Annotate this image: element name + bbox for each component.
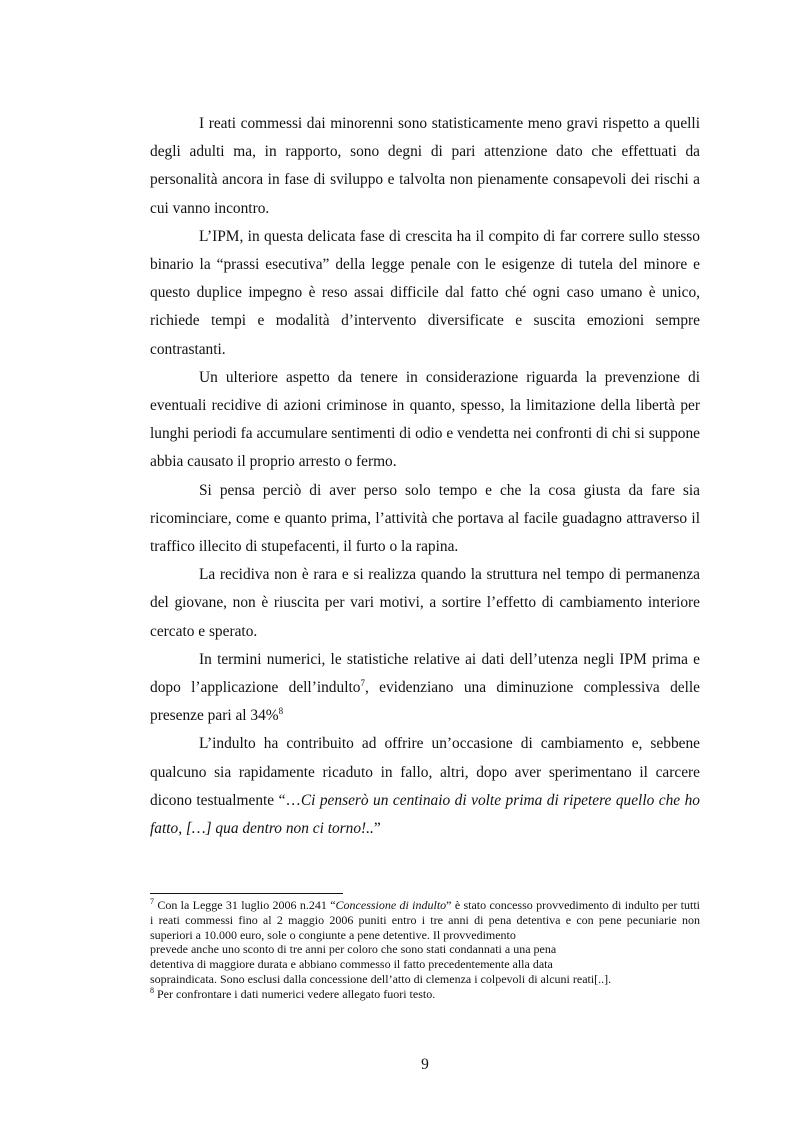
footnotes (150, 898, 700, 1002)
paragraph-2: L’IPM, in questa delicata fase di crescita ha il compito di far correre sullo stesso binario la “prassi esecutiva” della legge penale con le esigenze di tutela del minore e questo duplice impegno è reso assai difficile dal fatto ché ogni caso umano è unico, richiede tempi e modalità d’intervento diversificate e suscita emozioni sempre contrastanti. (150, 227, 700, 358)
footnote-8-number: 8 (150, 985, 154, 995)
body-text (150, 110, 700, 843)
footnote-7-line-5: detentiva di maggiore durata e abbiano commesso il fatto precedentemente alla data (150, 957, 553, 972)
paragraph-5: La recidiva non è rara e si realizza quando la struttura nel tempo di permanenza del giovane, non è riuscita per vari motivi, a sortire l’effetto di cambiamento interiore cercato e sperato. (150, 566, 700, 640)
paragraph-6 (150, 646, 700, 731)
footnote-7-number: 7 (150, 897, 154, 906)
paragraph-6-text-a: In termini numerici, le statistiche relative ai dati dell’utenza negli IPM prima e dopo l’applicazione dell’indulto (150, 650, 700, 697)
footnote-7 (150, 898, 700, 942)
paragraph-7-text-a: L’indulto ha contribuito ad offrire un’occasione di cambiamento e, sebbene qualcuno sia rapidamente ricaduto in fallo, altri, dopo aver sperimentano il carcere dicono testualmente “… (150, 735, 700, 809)
footnote-ref-7: 7 (360, 678, 365, 689)
footnote-7-law-title: Concessione di indulto (335, 898, 447, 912)
page-number: 9 (421, 1056, 429, 1073)
paragraph-7 (150, 730, 700, 843)
footnote-7-line-4: prevede anche uno sconto di tre anni per coloro che sono stati condannati a una pena (150, 942, 557, 957)
footnote-8 (150, 987, 700, 1002)
paragraph-3: Un ulteriore aspetto da tenere in considerazione riguarda la prevenzione di eventuali recidive di azioni criminose in quanto, spesso, la limitazione della libertà per lunghi periodi fa accumulare sentimenti di odio e vendetta nei confronti di chi si suppone abbia causato il proprio arresto o fermo. (150, 368, 700, 471)
footnote-ref-8: 8 (278, 706, 284, 717)
footnote-separator (150, 893, 343, 894)
paragraph-1: I reati commessi dai minorenni sono statisticamente meno gravi rispetto a quelli degli adulti ma, in rapporto, sono degni di pari attenzione dato che effettuati da personalità ancora in fase di sviluppo e talvolta non pienamente consapevoli dei rischi a cui vanno incontro. (150, 115, 700, 217)
paragraph-7-quote: Ci penserò un centinaio di volte prima di ripetere quello che ho fatto, […] qua dentro non ci torno!.. (150, 791, 700, 838)
paragraph-4: Si pensa perciò di aver perso solo tempo e che la cosa giusta da fare sia ricominciare, come e quanto prima, l’attività che portava al facile guadagno attraverso il traffico illecito di stupefacenti, il furto o la rapina. (150, 481, 700, 556)
paragraph-7-text-c: ” (373, 820, 381, 838)
footnote-7-text-a: Con la Legge 31 luglio 2006 n.241 “ (154, 898, 336, 912)
footnote-8-text: Per confrontare i dati numerici vedere allegato fuori testo. (154, 986, 436, 1001)
footnote-7-text-b: ” è stato concesso provvedimento di indulto per tutti i reati commessi fino al 2 maggio 2006 puniti entro i tre anni di pena detentiva e con pene pecuniarie non superiori a 10.000 euro, sole o congiunte a pene detentive. Il provvedimento (150, 898, 700, 942)
footnote-7-line-6: sopraindicata. Sono esclusi dalla concessione dell’atto di clemenza i colpevoli di alcuni reati[..]. (150, 971, 612, 986)
paragraph-6-text-b: , evidenziano una diminuzione complessiva delle presenze pari al 34% (150, 679, 700, 725)
